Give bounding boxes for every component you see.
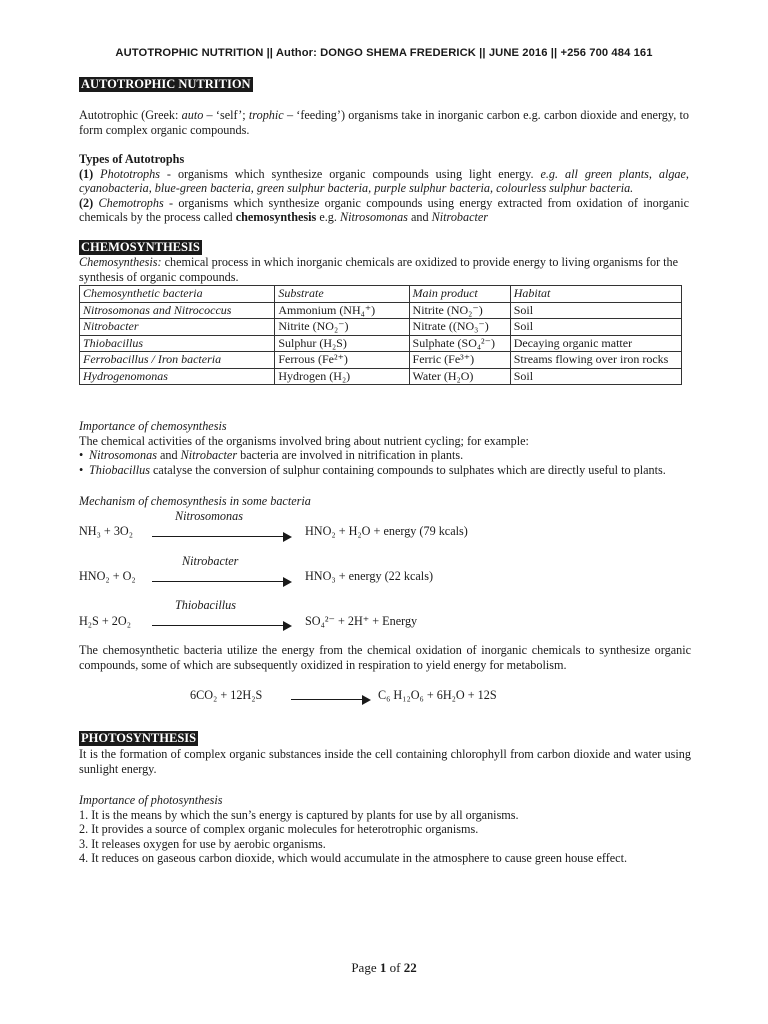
- table-row: [80, 302, 682, 319]
- table-cell: Ferric (Fe³⁺): [409, 352, 510, 369]
- term-phototrophs: Phototrophs: [100, 166, 160, 181]
- chemotrophs-item: [79, 196, 689, 225]
- table-row: [80, 352, 682, 369]
- photosynthesis-heading-block: [79, 731, 689, 746]
- table-header-row: [80, 286, 682, 303]
- equation-lhs: HNO₂ + O₂: [79, 569, 136, 583]
- autotrophic-intro: [79, 108, 689, 137]
- term-nitrosomonas: Nitrosomonas: [339, 210, 408, 225]
- chemotrophs-text: and: [407, 210, 432, 225]
- table-row: [80, 319, 682, 336]
- list-item: [89, 463, 694, 478]
- list-text: and: [156, 448, 181, 463]
- table-cell: Soil: [510, 302, 681, 319]
- section-heading-autotrophic: AUTOTROPHIC NUTRITION: [81, 77, 251, 91]
- importance-heading: Importance of chemosynthesis: [79, 419, 227, 433]
- table-cell: Hydrogen (H₂): [275, 368, 409, 385]
- table-cell: Ammonium (NH₄⁺): [275, 302, 409, 319]
- chemosynthetic-utilize-text: The chemosynthetic bacteria utilize the energy from the chemical oxidation of inorganic chemicals to synthesize organic compounds, some of which are subsequently oxidized in respiration to yield energy for metabolism.: [79, 643, 691, 672]
- final-equation-rhs: C₆ H₁₂O₆ + 6H₂O + 12S: [378, 688, 497, 702]
- term-chemosynthesis: chemosynthesis: [235, 210, 317, 225]
- table-cell: Ferrobacillus / Iron bacteria: [80, 352, 275, 369]
- table-cell: Water (H₂O): [409, 368, 510, 385]
- reaction-arrow-icon: [152, 577, 292, 587]
- chemosynthesis-definition: [79, 255, 691, 284]
- table-cell: Nitrate ((NO₃⁻): [409, 319, 510, 336]
- footer-text: Page: [351, 960, 380, 975]
- equation-rhs: HNO₃ + energy (22 kcals): [305, 569, 433, 583]
- page-footer: [0, 960, 768, 976]
- table-header-cell: Substrate: [275, 286, 409, 303]
- phototrophs-text: - organisms which synthesize organic compounds using light energy.: [159, 166, 541, 181]
- types-heading: Types of Autotrophs: [79, 152, 185, 166]
- term-nitrobacter: Nitrobacter: [180, 448, 238, 463]
- equation-rhs: SO₄²⁻ + 2H⁺ + Energy: [305, 614, 418, 628]
- table-row: [80, 368, 682, 385]
- photosynthesis-definition: It is the formation of complex organic substances inside the cell containing chlorophyll from carbon dioxide and water using sunlight energy.: [79, 747, 691, 776]
- term-auto: auto: [181, 108, 204, 122]
- term-nitrosomonas: Nitrosomonas: [89, 448, 157, 463]
- table-cell: Sulphur (H₂S): [275, 335, 409, 352]
- term-thiobacillus: Thiobacillus: [89, 462, 150, 477]
- list-item: [89, 448, 694, 463]
- table-cell: Hydrogenomonas: [80, 368, 275, 385]
- chemotrophs-text: - organisms which synthesize organic compounds using energy extracted from oxidation of inorganic chemicals by the process called: [79, 195, 690, 225]
- page-number: 1: [379, 960, 387, 975]
- table-cell: Streams flowing over iron rocks: [510, 352, 681, 369]
- table-row: [80, 335, 682, 352]
- equation-lhs: NH₃ + 3O₂: [79, 524, 133, 538]
- equation-organism: Thiobacillus: [175, 598, 236, 612]
- table-cell: Thiobacillus: [80, 335, 275, 352]
- equation-rhs: HNO₂ + H₂O + energy (79 kcals): [305, 524, 468, 538]
- importance-chemosynthesis: [79, 419, 694, 477]
- reaction-arrow-icon: [291, 695, 371, 705]
- phototrophs-examples: e.g. all green plants, algae, cyanobacteria, blue-green bacteria, green sulphur bacteria, purple sulphur bacteria, colourless sulphur bacteria.: [79, 166, 689, 196]
- table-header-cell: Chemosynthetic bacteria: [80, 286, 275, 303]
- table-cell: Sulphate (SO₄²⁻): [409, 335, 510, 352]
- intro-text: Autotrophic (Greek:: [79, 108, 182, 122]
- chemosynthesis-heading-block: [79, 240, 689, 255]
- intro-text: – ‘feeding’) organisms take in inorganic carbon e.g. carbon dioxide and energy, to form complex organic compounds.: [79, 108, 689, 137]
- list-item: 3. It releases oxygen for use by aerobic organisms.: [79, 836, 326, 851]
- importance-photosynthesis: [79, 793, 699, 866]
- table-header-cell: Main product: [409, 286, 510, 303]
- list-text: catalyse the conversion of sulphur containing compounds to sulphates which are directly useful to plants.: [149, 462, 666, 477]
- item-number: (2): [79, 195, 94, 210]
- table-cell: Soil: [510, 319, 681, 336]
- list-item: 2. It provides a source of complex organic molecules for heterotrophic organisms.: [79, 822, 479, 837]
- equation-organism: Nitrobacter: [182, 554, 239, 568]
- total-pages: 22: [403, 960, 417, 975]
- table-cell: Nitrite (NO₂⁻): [409, 302, 510, 319]
- table-cell: Nitrobacter: [80, 319, 275, 336]
- importance-heading: Importance of photosynthesis: [79, 793, 223, 807]
- footer-text: of: [386, 960, 404, 975]
- reaction-arrow-icon: [152, 532, 292, 542]
- importance-list: [79, 448, 694, 477]
- chemotrophs-text: e.g.: [316, 210, 340, 225]
- table-cell: Nitrite (NO₂⁻): [275, 319, 409, 336]
- autotrophic-heading-block: [79, 77, 689, 92]
- item-number: (1): [79, 166, 94, 181]
- intro-text: – ‘self’;: [203, 108, 249, 122]
- equation-lhs: H₂S + 2O₂: [79, 614, 131, 628]
- term-nitrobacter: Nitrobacter: [431, 210, 489, 225]
- table-cell: Soil: [510, 368, 681, 385]
- equation-organism: Nitrosomonas: [175, 509, 243, 523]
- list-text: bacteria are involved in nitrification in plants.: [237, 448, 464, 463]
- page-header: AUTOTROPHIC NUTRITION || Author: DONGO SHEMA FREDERICK || JUNE 2016 || +256 700 484 161: [115, 47, 653, 59]
- types-of-autotrophs: [79, 152, 689, 225]
- reaction-arrow-icon: [152, 621, 292, 631]
- table-cell: Ferrous (Fe²⁺): [275, 352, 409, 369]
- importance-text: The chemical activities of the organisms involved bring about nutrient cycling; for example:: [79, 433, 529, 448]
- term-chemotrophs: Chemotrophs: [98, 195, 164, 210]
- section-heading-photosynthesis: PHOTOSYNTHESIS: [81, 731, 197, 745]
- definition-text: chemical process in which inorganic chemicals are oxidized to provide energy to living organisms for the synthesis of organic compounds.: [79, 255, 679, 284]
- chemosynthetic-bacteria-table: [79, 285, 682, 385]
- list-item: 4. It reduces on gaseous carbon dioxide, which would accumulate in the atmosphere to cause green house effect.: [79, 851, 628, 866]
- phototrophs-item: [79, 167, 689, 196]
- term-chemosynthesis-def: Chemosynthesis:: [79, 255, 162, 269]
- final-equation-lhs: 6CO₂ + 12H₂S: [190, 688, 263, 702]
- table-header-cell: Habitat: [510, 286, 681, 303]
- list-item: 1. It is the means by which the sun’s energy is captured by plants for use by all organisms.: [79, 807, 519, 822]
- term-trophic: trophic: [248, 108, 284, 122]
- table-cell: Decaying organic matter: [510, 335, 681, 352]
- section-heading-chemosynthesis: CHEMOSYNTHESIS: [81, 240, 200, 254]
- mechanism-heading: Mechanism of chemosynthesis in some bacteria: [79, 494, 311, 508]
- table-cell: Nitrosomonas and Nitrococcus: [80, 302, 275, 319]
